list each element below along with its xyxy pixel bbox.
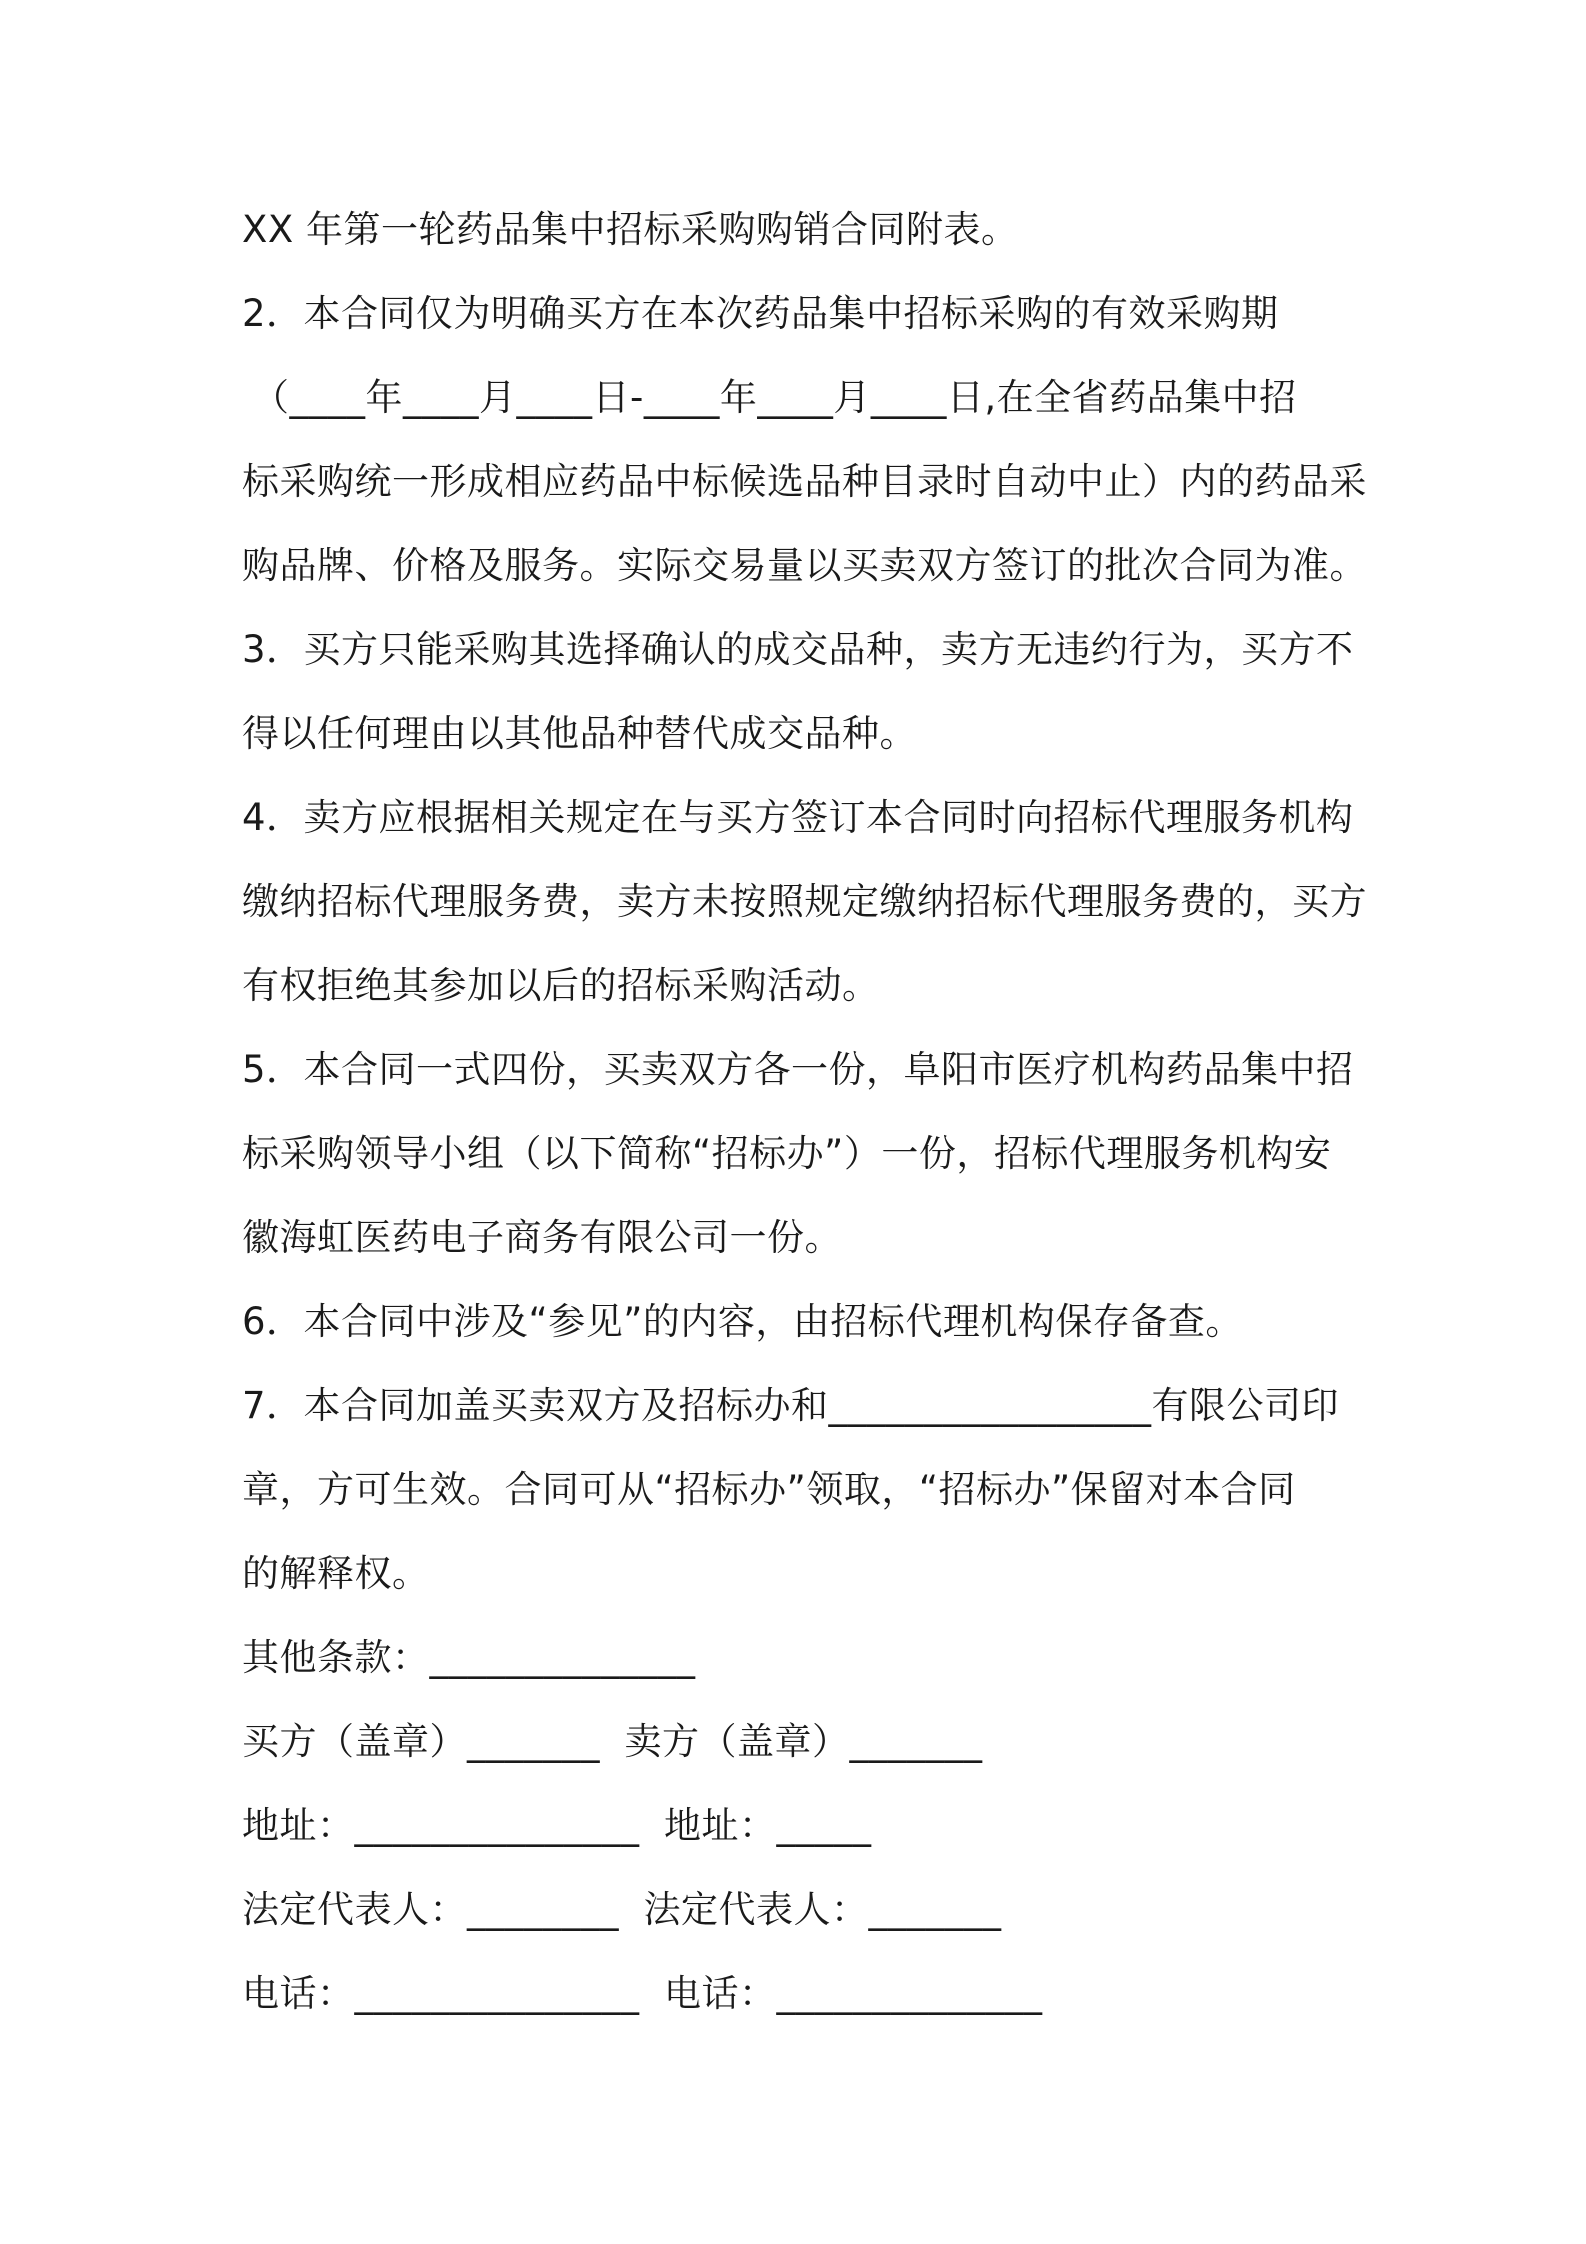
text-line-10: 有权拒绝其参加以后的招标采购活动。: [242, 964, 880, 1007]
text-line-6: 3．买方只能采购其选择确认的成交品种，卖方无违约行为，买方不: [242, 628, 1354, 671]
text-line-14: 6．本合同中涉及“参见”的内容，由招标代理机构保存备查。: [242, 1300, 1243, 1343]
text-line-3: （____年____月____日-____年____月____日,在全省药品集中招: [252, 376, 1297, 419]
legal-rep-line: 法定代表人：________ 法定代表人：_______: [242, 1888, 1002, 1931]
phone-line: 电话：_______________ 电话：______________: [242, 1972, 1043, 2015]
text-line-2: 2．本合同仅为明确买方在本次药品集中招标采购的有效采购期: [242, 292, 1279, 335]
text-line-15: 7．本合同加盖买卖双方及招标办和_________________有限公司印: [242, 1384, 1340, 1427]
address-line: 地址：_______________ 地址：_____: [242, 1804, 872, 1847]
text-line-7: 得以任何理由以其他品种替代成交品种。: [242, 712, 917, 755]
seal-line: 买方（盖章）_______ 卖方（盖章）_______: [242, 1720, 983, 1763]
text-line-1: XX 年第一轮药品集中招标采购购销合同附表。: [242, 208, 1019, 251]
text-line-17: 的解释权。: [242, 1552, 430, 1595]
text-line-4: 标采购统一形成相应药品中标候选品种目录时自动中止）内的药品采: [242, 460, 1367, 503]
text-line-12: 标采购领导小组（以下简称“招标办”）一份，招标代理服务机构安: [242, 1132, 1332, 1175]
other-terms-line: 其他条款：______________: [242, 1636, 696, 1679]
text-line-5: 购品牌、价格及服务。实际交易量以买卖双方签订的批次合同为准。: [242, 544, 1367, 587]
text-line-13: 徽海虹医药电子商务有限公司一份。: [242, 1216, 842, 1259]
text-line-8: 4．卖方应根据相关规定在与买方签订本合同时向招标代理服务机构: [242, 796, 1354, 839]
text-line-11: 5．本合同一式四份，买卖双方各一份，阜阳市医疗机构药品集中招: [242, 1048, 1354, 1091]
text-line-16: 章，方可生效。合同可从“招标办”领取，“招标办”保留对本合同: [242, 1468, 1296, 1511]
text-line-9: 缴纳招标代理服务费，卖方未按照规定缴纳招标代理服务费的，买方: [242, 880, 1367, 923]
